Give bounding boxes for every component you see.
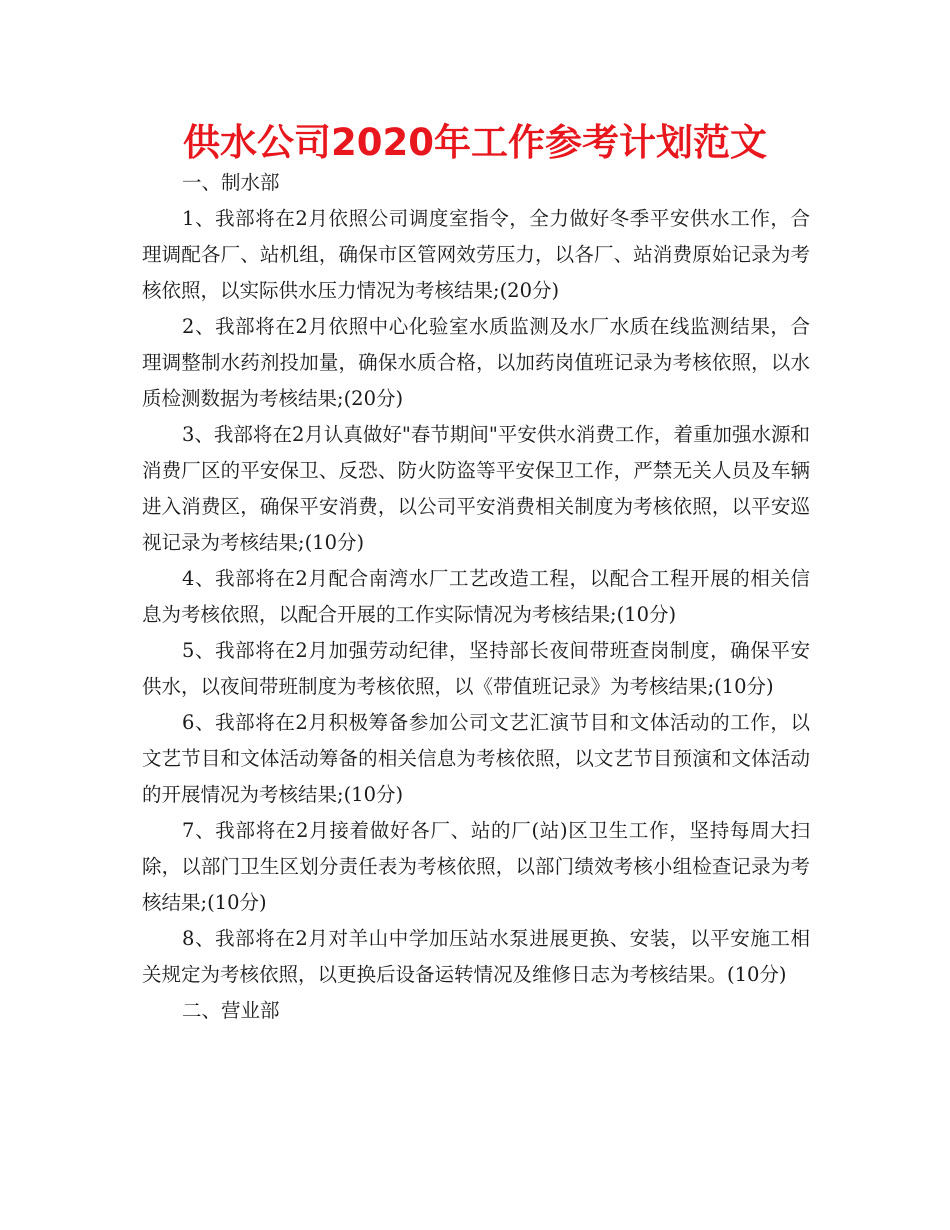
paragraph: 5、我部将在2月加强劳动纪律，坚持部长夜间带班查岗制度，确保平安供水，以夜间带班制度为考核依照，以《带值班记录》为考核结果;(10分)	[142, 639, 810, 698]
paragraph: 2、我部将在2月依照中心化验室水质监测及水厂水质在线监测结果，合理调整制水药剂投加量，确保水质合格，以加药岗值班记录为考核依照，以水质检测数据为考核结果;(20分)	[142, 315, 810, 410]
paragraph: 3、我部将在2月认真做好"春节期间"平安供水消费工作，着重加强水源和消费厂区的平安保卫、反恐、防火防盗等平安保卫工作，严禁无关人员及车辆进入消费区，确保平安消费，以公司平安消费相关制度为考核依照，以平安巡视记录为考核结果;(10分)	[142, 423, 810, 554]
paragraph: 1、我部将在2月依照公司调度室指令，全力做好冬季平安供水工作，合理调配各厂、站机组，确保市区管网效劳压力，以各厂、站消费原始记录为考核依照，以实际供水压力情况为考核结果;(20分)	[142, 207, 810, 302]
paragraph: 4、我部将在2月配合南湾水厂工艺改造工程，以配合工程开展的相关信息为考核依照，以配合开展的工作实际情况为考核结果;(10分)	[142, 567, 810, 626]
document-body	[142, 165, 810, 1029]
section-heading: 一、制水部	[182, 171, 280, 194]
document-title: 供水公司2020年工作参考计划范文	[183, 121, 767, 164]
paragraph: 6、我部将在2月积极筹备参加公司文艺汇演节目和文体活动的工作，以文艺节目和文体活动筹备的相关信息为考核依照，以文艺节目预演和文体活动的开展情况为考核结果;(10分)	[142, 711, 810, 806]
paragraph: 8、我部将在2月对羊山中学加压站水泵进展更换、安装，以平安施工相关规定为考核依照，以更换后设备运转情况及维修日志为考核结果。(10分)	[142, 927, 810, 986]
section-heading: 二、营业部	[182, 999, 280, 1022]
paragraph: 7、我部将在2月接着做好各厂、站的厂(站)区卫生工作，坚持每周大扫除，以部门卫生区划分责任表为考核依照，以部门绩效考核小组检查记录为考核结果;(10分)	[142, 819, 810, 914]
